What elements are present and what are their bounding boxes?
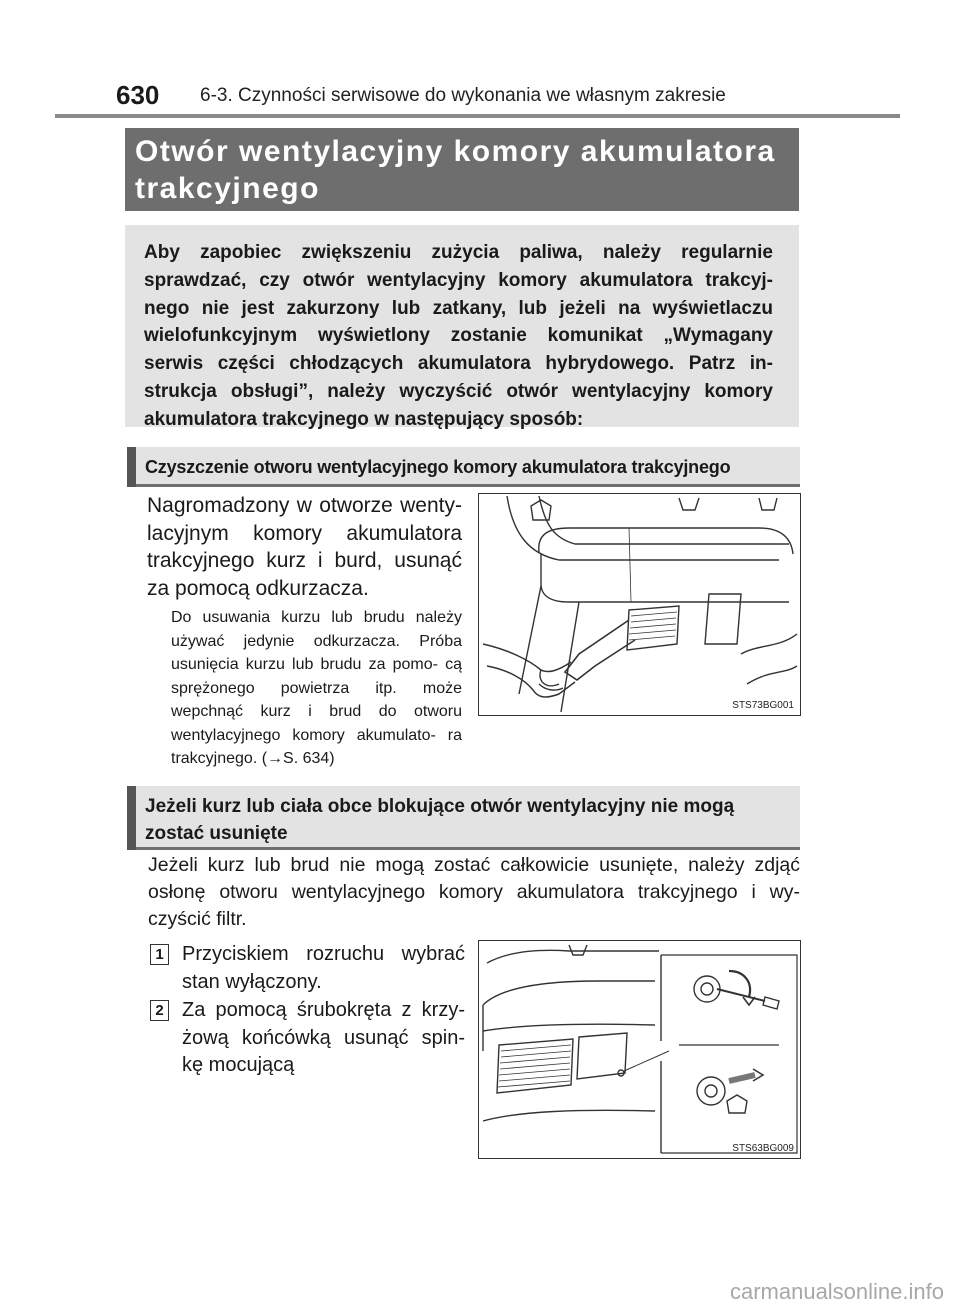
clip-removal-illustration (478, 940, 801, 1159)
page-number: 630 (116, 80, 160, 110)
page-title-line2: trakcyjnego (135, 172, 320, 205)
blocked-heading-line2: zostać usunięte (145, 823, 288, 844)
page-title (125, 128, 799, 211)
heading-rule (136, 484, 800, 487)
step-2 (150, 997, 465, 1080)
cleaning-heading (127, 447, 800, 487)
step-1 (150, 941, 465, 996)
figure-code: STS73BG001 (732, 700, 794, 711)
section-title: 6-3. Czynności serwisowe do wykonania we własnym zakresie (200, 85, 726, 106)
clip-drawing (479, 941, 799, 1157)
step-number-badge: 1 (150, 944, 169, 965)
vacuum-illustration (478, 493, 801, 716)
heading-rule (136, 847, 800, 850)
cleaning-paragraph: Nagromadzony w otworze wenty- lacyjnym komory akumulatora trakcyjnego kurz i burd, usunąć za pomocą odkurzacza. (147, 494, 462, 600)
blocked-heading-line1: Jeżeli kurz lub ciała obce blokujące otwór wentylacyjny nie mogą (145, 796, 735, 817)
blocked-heading (127, 786, 800, 850)
step-text: Przyciskiem rozruchu wybrać stan wyłączony. (182, 943, 465, 993)
page-title-line1: Otwór wentylacyjny komory akumulatora (135, 135, 776, 168)
watermark: carmanualsonline.info (729, 1279, 944, 1304)
vacuum-drawing (479, 494, 799, 714)
intro-box: Aby zapobiec zwiększeniu zużycia paliwa, należy regularnie sprawdzać, czy otwór wentylacyjny komory akumulatora trakcyj- nego nie jest zakurzony lub zatkany, lub jeżeli na wyświetlaczu wielofunkcyjnym wyświetlony zostanie komunikat „Wymagany serwis części chłodzących akumulatora hybrydowego. Patrz in- strukcja obsługi”, należy wyczyścić otwór wentylacyjny komory akumulatora trakcyjnego w następujący sposób: (125, 225, 799, 427)
figure-code: STS63BG009 (732, 1143, 794, 1154)
header-rule (55, 114, 900, 118)
blocked-paragraph: Jeżeli kurz lub brud nie mogą zostać całkowicie usunięte, należy zdjąć osłonę otworu wentylacyjnego komory akumulatora trakcyjnego i wy- czyścić filtr. (148, 854, 800, 930)
step-text: Za pomocą śrubokręta z krzy- żową końcówką usunąć spin- kę mocującą (182, 999, 465, 1076)
cleaning-note: Do usuwania kurzu lub brudu należy używać jedynie odkurzacza. Próba usunięcia kurzu lub brudu za pomo- cą sprężonego powietrza itp. może wepchnąć kurz i brud do otworu wentylacyjnego komory akumulato- ra trakcyjnego. (→S. 634) (171, 609, 462, 767)
step-number-badge: 2 (150, 1000, 169, 1021)
cleaning-heading-text: Czyszczenie otworu wentylacyjnego komory akumulatora trakcyjnego (145, 457, 731, 477)
